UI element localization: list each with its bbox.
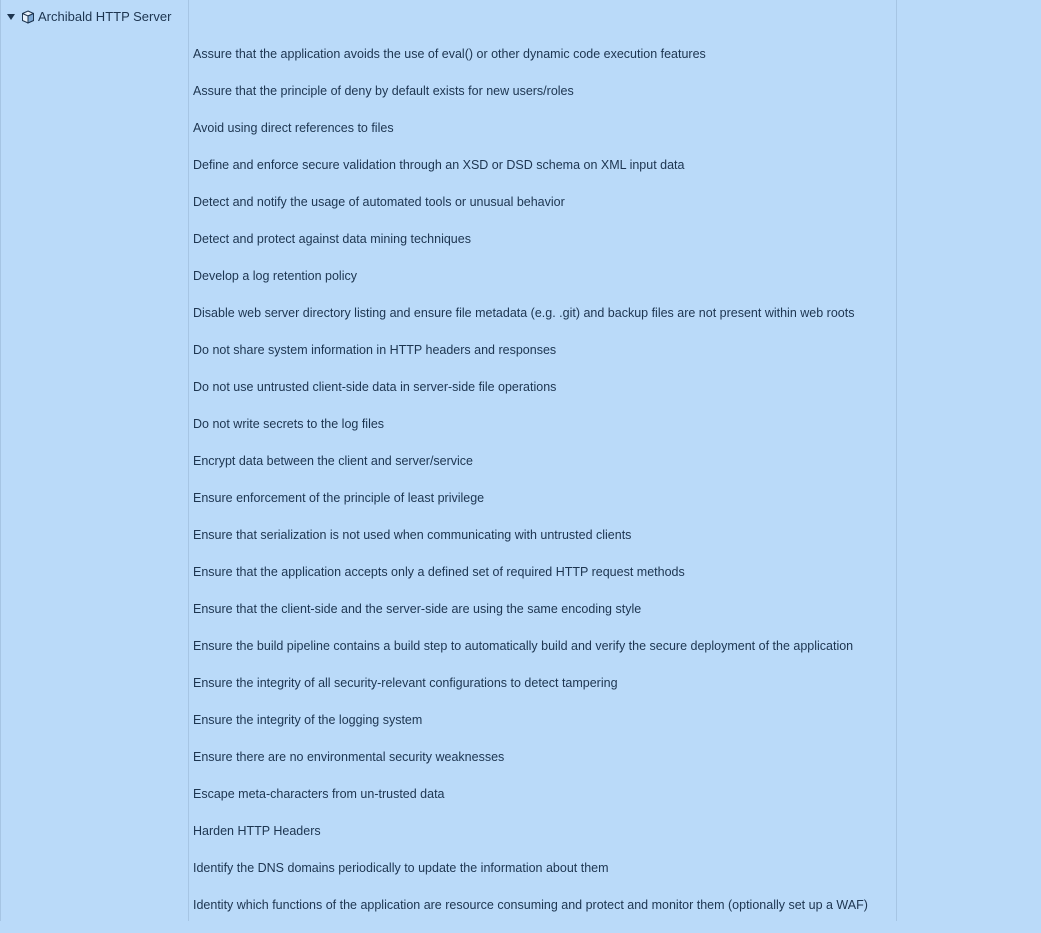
countermeasure-item[interactable]: Define and enforce secure validation through an XSD or DSD schema on XML input data: [193, 158, 685, 172]
countermeasure-item[interactable]: Develop a log retention policy: [193, 269, 357, 283]
countermeasure-item[interactable]: Identity which functions of the application are resource consuming and protect and monitor them (optionally set up a WAF): [193, 898, 868, 912]
countermeasure-item[interactable]: Avoid using direct references to files: [193, 121, 394, 135]
countermeasure-list: [193, 45, 868, 933]
countermeasure-item[interactable]: Detect and notify the usage of automated tools or unusual behavior: [193, 195, 565, 209]
countermeasure-item[interactable]: Ensure that the client-side and the server-side are using the same encoding style: [193, 602, 642, 616]
countermeasure-item[interactable]: Detect and protect against data mining techniques: [193, 232, 471, 246]
countermeasure-item[interactable]: Identify the DNS domains periodically to update the information about them: [193, 861, 609, 875]
countermeasure-item[interactable]: Disable web server directory listing and ensure file metadata (e.g. .git) and backup files are not present within web roots: [193, 306, 855, 320]
countermeasure-item[interactable]: Ensure the integrity of all security-relevant configurations to detect tampering: [193, 676, 618, 690]
countermeasure-item[interactable]: Assure that the principle of deny by default exists for new users/roles: [193, 84, 574, 98]
countermeasure-item[interactable]: Ensure that the application accepts only a defined set of required HTTP request methods: [193, 565, 685, 579]
countermeasure-item[interactable]: Do not use untrusted client-side data in server-side file operations: [193, 380, 557, 394]
countermeasure-item[interactable]: Ensure there are no environmental security weaknesses: [193, 750, 505, 764]
countermeasure-item[interactable]: Ensure enforcement of the principle of least privilege: [193, 491, 485, 505]
countermeasure-column: [189, 0, 897, 921]
countermeasure-item[interactable]: Ensure the integrity of the logging system: [193, 713, 423, 727]
countermeasure-item[interactable]: Escape meta-characters from un-trusted data: [193, 787, 445, 801]
tree-column: [0, 0, 189, 921]
countermeasure-item[interactable]: Do not write secrets to the log files: [193, 417, 385, 431]
caret-down-icon[interactable]: [7, 14, 15, 20]
tree-node-root[interactable]: [7, 9, 171, 24]
tree-node-label: Archibald HTTP Server: [38, 9, 172, 24]
extra-column: [897, 0, 1041, 921]
countermeasure-item[interactable]: Assure that the application avoids the use of eval() or other dynamic code execution features: [193, 47, 706, 61]
cube-icon: [21, 10, 35, 24]
countermeasure-item[interactable]: Ensure the build pipeline contains a build step to automatically build and verify the secure deployment of the application: [193, 639, 854, 653]
countermeasure-item[interactable]: Ensure that serialization is not used when communicating with untrusted clients: [193, 528, 632, 542]
countermeasure-item[interactable]: Do not share system information in HTTP headers and responses: [193, 343, 557, 357]
countermeasure-item[interactable]: Encrypt data between the client and server/service: [193, 454, 474, 468]
countermeasure-item[interactable]: Harden HTTP Headers: [193, 824, 321, 838]
